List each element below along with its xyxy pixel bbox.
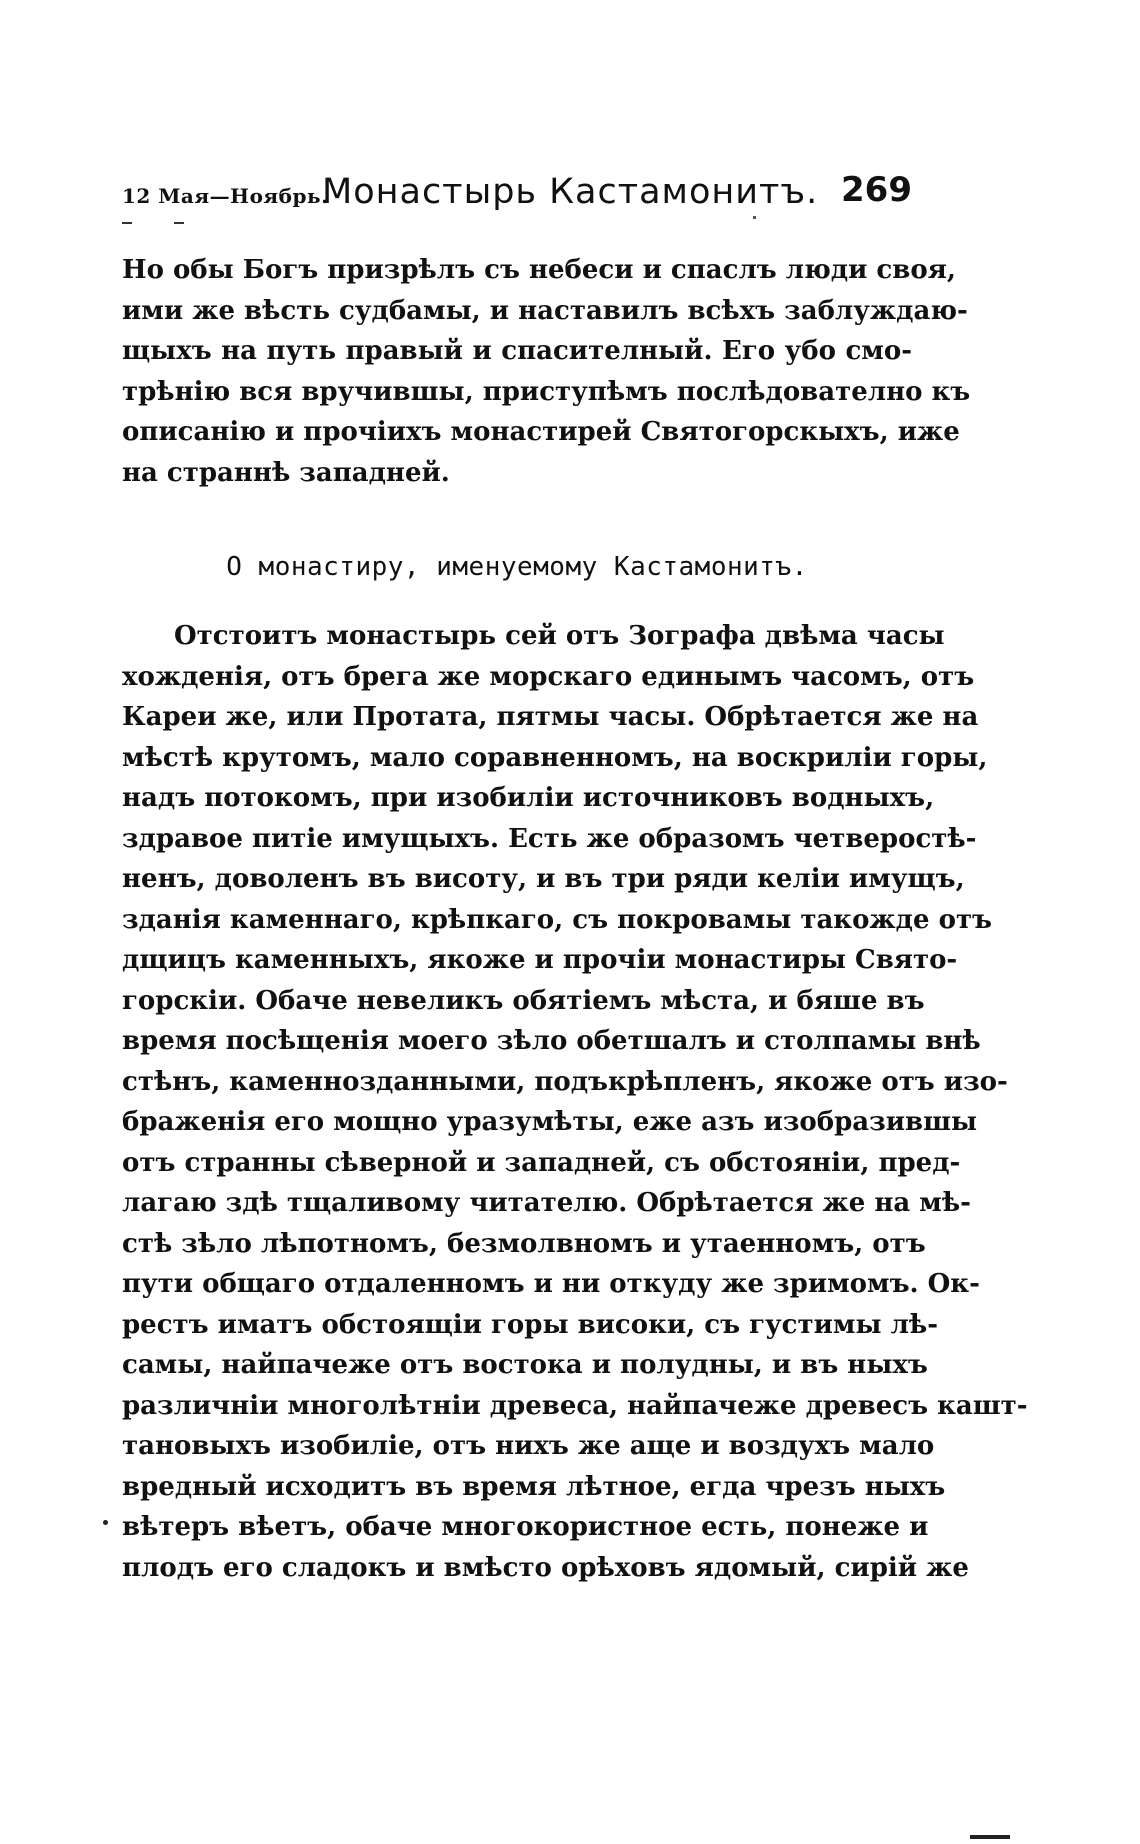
text-line: самы, найпачеже отъ востока и полудны, и въ ныхъ: [122, 1350, 928, 1380]
text-line: пути общаго отдаленномъ и ни откуду же зримомъ. Ок-: [122, 1269, 980, 1299]
margin-dot: [103, 1520, 108, 1525]
text-line: рестъ иматъ обстоящіи горы високи, съ густимы лѣ-: [122, 1309, 938, 1340]
text-line: различніи многолѣтніи древеса, найпачеже древесъ кашт-: [122, 1390, 1028, 1421]
text-line: здравое питіе имущыхъ. Есть же образомъ четверостѣ-: [122, 823, 977, 854]
text-line: на страннѣ западней.: [122, 457, 450, 488]
text-line: мѣстѣ крутомъ, мало соравненномъ, на воскриліи горы,: [122, 742, 988, 773]
page-number: 269: [841, 170, 912, 210]
text-line: хожденія, отъ брега же морскаго единымъ часомъ, отъ: [122, 661, 975, 692]
text-line: ими же вѣсть судбамы, и наставилъ всѣхъ заблуждаю-: [122, 295, 968, 326]
text-line: вѣтеръ вѣетъ, обаче многокористное есть, понеже и: [122, 1512, 929, 1542]
text-line: стѣ зѣло лѣпотномъ, безмолвномъ и утаенномъ, отъ: [122, 1228, 926, 1259]
header-rule-marks: [122, 222, 212, 226]
running-head-dates: 12 Мая—Ноябрь.: [122, 184, 329, 208]
text-line: дщицъ каменныхъ, якоже и прочіи монастиры Свято-: [122, 945, 958, 975]
running-head-title: Монастырь Кастамонитъ.: [322, 172, 819, 212]
running-head: [122, 170, 912, 220]
text-line: ненъ, доволенъ въ висоту, и въ три ряди келіи имущъ,: [122, 864, 965, 894]
bottom-edge-mark: [970, 1835, 1010, 1839]
text-line: щыхъ на путь правый и спасителный. Его убо смо-: [122, 336, 912, 366]
text-line: зданія каменнаго, крѣпкаго, съ покровамы такожде отъ: [122, 904, 992, 935]
text-line: надъ потокомъ, при изобиліи источниковъ водныхъ,: [122, 783, 935, 813]
section-heading: О монастиру, именуемому Кастамонитъ.: [226, 552, 808, 582]
text-line: время посѣщенія моего зѣло обетшалъ и столпамы внѣ: [122, 1026, 981, 1056]
text-line: описанію и прочіихъ монастирей Святогорскыхъ, иже: [122, 417, 960, 447]
text-line: плодъ его сладокъ и вмѣсто орѣховъ ядомый, сирій же: [122, 1552, 969, 1583]
intro-paragraph: [122, 250, 971, 493]
text-line: стѣнъ, каменнозданными, подъкрѣпленъ, якоже отъ изо-: [122, 1066, 1008, 1097]
text-line: Отстоитъ монастырь сей отъ Зографа двѣма часы: [174, 621, 945, 651]
body-paragraph: [122, 616, 1028, 1588]
text-line: трѣнію вся вручившы, приступѣмъ послѣдователно къ: [122, 376, 971, 407]
text-line: отъ странны сѣверной и западней, съ обстояніи, пред-: [122, 1147, 961, 1178]
text-line: горскіи. Обаче невеликъ обятіемъ мѣста, и бяше въ: [122, 985, 925, 1016]
text-line: Но обы Богъ призрѣлъ съ небеси и спаслъ люди своя,: [122, 255, 956, 285]
header-dot: [753, 216, 756, 219]
text-line: тановыхъ изобиліе, отъ нихъ же аще и воздухъ мало: [122, 1431, 935, 1461]
text-line: лагаю здѣ тщаливому читателю. Обрѣтается же на мѣ-: [122, 1188, 971, 1218]
text-line: вредный исходитъ въ время лѣтное, егда чрезъ ныхъ: [122, 1471, 946, 1502]
text-line: браженія его мощно уразумѣты, еже азъ изобразившы: [122, 1107, 978, 1137]
text-line: Кареи же, или Протата, пятмы часы. Обрѣтается же на: [122, 702, 979, 732]
